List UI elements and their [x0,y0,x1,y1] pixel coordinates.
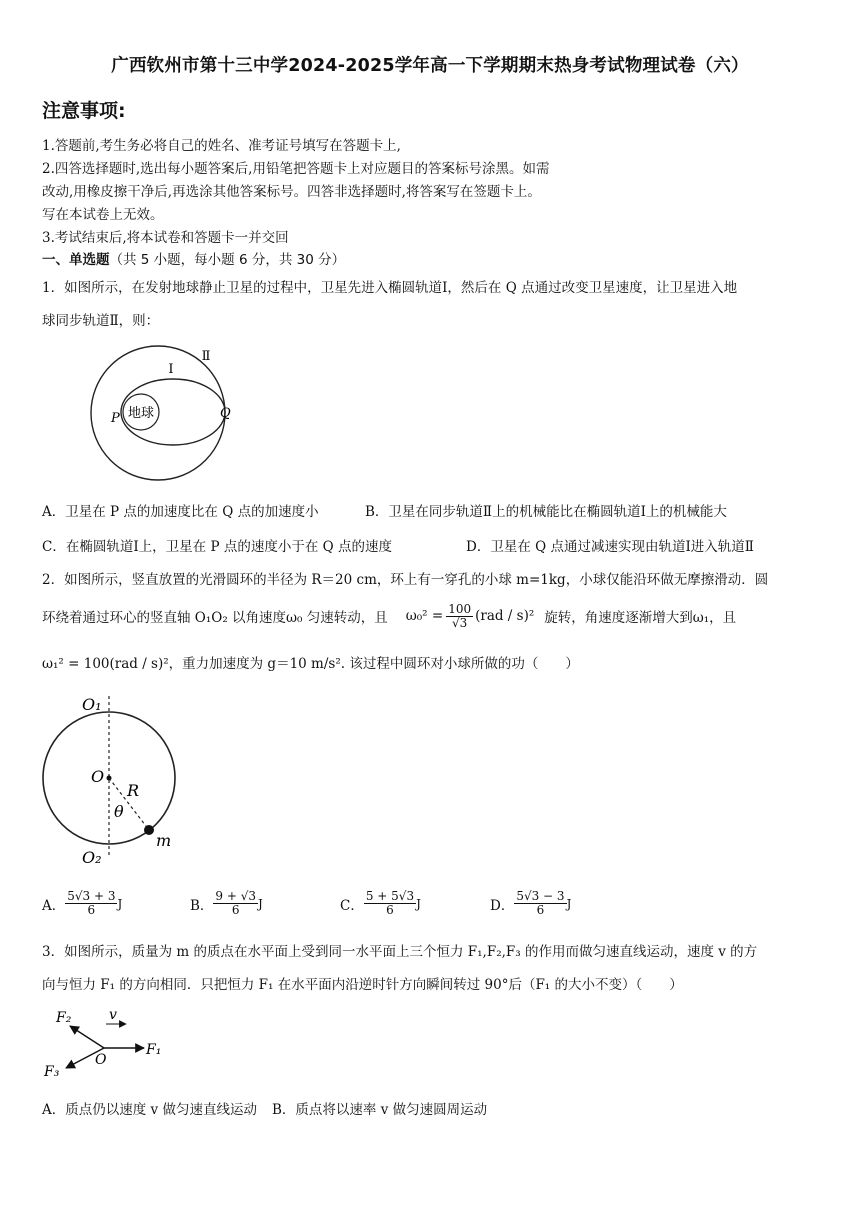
q3-force-figure [38,1002,178,1084]
q2-option-a-label: A． [42,897,66,914]
omega0-lhs: ω₀² = [405,608,444,624]
q2-option-b-label: B． [190,897,214,914]
q2-option-c [340,890,421,917]
q1-option-d: D．卫星在 Q 点通过减速实现由轨道Ⅰ进入轨道Ⅱ [466,539,754,555]
orbit-1-label: Ⅰ [168,362,174,377]
omega0-fraction [446,603,473,630]
velocity-label: v [109,1007,117,1023]
o2-label: O₂ [82,848,102,867]
q3-stem-line-2: 向与恒力 F₁ 的方向相同．只把恒力 F₁ 在水平面内沿逆时针方向瞬间转过 90°后（F₁ 的大小不变）（ ） [42,977,683,993]
q2-option-d-numerator: 5√3 − 3 [516,889,565,903]
q2-stem-line-3: ω₁² = 100(rad / s)²，重力加速度为 g＝10 m/s². 该过程中圆环对小球所做的功（ ） [42,656,579,672]
f3-label: F₃ [44,1064,60,1080]
q2-option-a-unit: J [117,896,123,911]
q3-stem-line-1: 3．如图所示，质量为 m 的质点在水平面上受到同一水平面上三个恒力 F₁,F₂,F₃ 的作用而做匀速直线运动，速度 v 的方 [42,944,758,960]
notice-line-1: 1.答题前,考生务必将自己的姓名、准考证号填写在答题卡上, [42,138,401,154]
theta-label: θ [114,802,124,821]
f2-label: F₂ [56,1010,72,1026]
q2-option-d-fraction [514,890,566,917]
q2-stem-line-1: 2．如图所示，竖直放置的光滑圆环的半径为 R＝20 cm，环上有一穿孔的小球 m=1kg，小球仅能沿环做无摩擦滑动．圆 [42,572,769,588]
notice-line-4: 写在本试卷上无效。 [42,207,164,223]
notice-line-2: 2.四答选择题时,选出每小题答案后,用铅笔把答题卡上对应题目的答案标号涂黑。如需 [42,161,550,177]
notice-line-3: 改动,用橡皮擦干净后,再选涂其他答案标号。四答非选择题时,将答案写在签题卡上。 [42,184,541,200]
q2-option-c-unit: J [416,896,421,911]
ball [144,825,154,835]
q2-option-b-fraction [213,890,258,917]
q2-option-d [490,890,571,917]
orbit-2-label: Ⅱ [201,349,211,364]
q2-option-c-denominator: 6 [386,903,394,917]
q1-stem-line-1: 1．如图所示，在发射地球静止卫星的过程中，卫星先进入椭圆轨道Ⅰ，然后在 Q 点通过改变卫星速度，让卫星进入地 [42,280,738,296]
mass-label: m [156,831,172,850]
f1-label: F₁ [146,1042,162,1058]
exam-title: 广西钦州市第十三中学2024-2025学年高一下学期期末热身考试物理试卷（六） [111,56,749,76]
q2-option-b-unit: J [258,896,263,911]
q2-option-a [42,890,122,917]
q2-option-c-numerator: 5 + 5√3 [365,889,415,903]
q2-option-b-numerator: 9 + √3 [215,889,257,903]
notice-heading: 注意事项: [42,100,126,122]
q2-option-c-label: C． [340,897,364,914]
section-heading [42,248,345,268]
q2-stem-line-2 [42,599,736,633]
q1-option-c: C．在椭圆轨道Ⅰ上，卫星在 P 点的速度小于在 Q 点的速度 [42,539,392,555]
point-q-label: Q [220,406,231,421]
earth-label: 地球 [127,406,155,421]
o1-label: O₁ [82,695,102,714]
q2-stem-line-2-text: 环绕着通过环心的竖直轴 O₁O₂ 以角速度ω₀ 匀速转动，且 [42,610,388,626]
omega0-denominator: √3 [452,615,468,630]
q1-stem-line-2: 球同步轨道Ⅱ，则： [42,313,160,329]
omega0-unit: (rad / s)² [475,608,535,624]
q2-option-b-denominator: 6 [231,903,240,917]
q2-stem-line-2-tail: 旋转，角速度逐渐增大到ω₁，且 [544,610,737,626]
q2-option-a-fraction [65,890,117,917]
q1-orbit-figure [78,342,248,484]
q3-option-b: B．质点将以速率 v 做匀速圆周运动 [272,1102,488,1118]
q2-option-a-numerator: 5√3 + 3 [67,889,116,903]
radius-label: R [127,781,140,800]
origin-label: O [95,1052,107,1068]
section-label: 一、单选题 [42,252,110,268]
notice-line-5: 3.考试结束后,将本试卷和答题卡一并交回 [42,230,289,246]
q3-option-a: A．质点仍以速度 v 做匀速直线运动 [42,1102,257,1118]
q2-option-d-unit: J [566,896,572,911]
q1-option-a: A．卫星在 P 点的加速度比在 Q 点的加速度小 [42,504,319,520]
point-p-label: P [111,411,120,426]
q2-option-d-label: D． [490,897,515,914]
center-label: O [91,767,105,786]
q1-option-b: B．卫星在同步轨道Ⅱ上的机械能比在椭圆轨道Ⅰ上的机械能大 [365,504,727,520]
q2-ring-figure [38,690,188,875]
q2-option-b [190,890,263,917]
force-f2-arrow [70,1026,104,1048]
q2-option-c-fraction [364,890,416,917]
q2-option-a-denominator: 6 [87,903,96,917]
section-info: （共 5 小题，每小题 6 分，共 30 分） [109,252,346,268]
omega0-numerator: 100 [448,601,472,616]
q2-option-d-denominator: 6 [536,903,545,917]
